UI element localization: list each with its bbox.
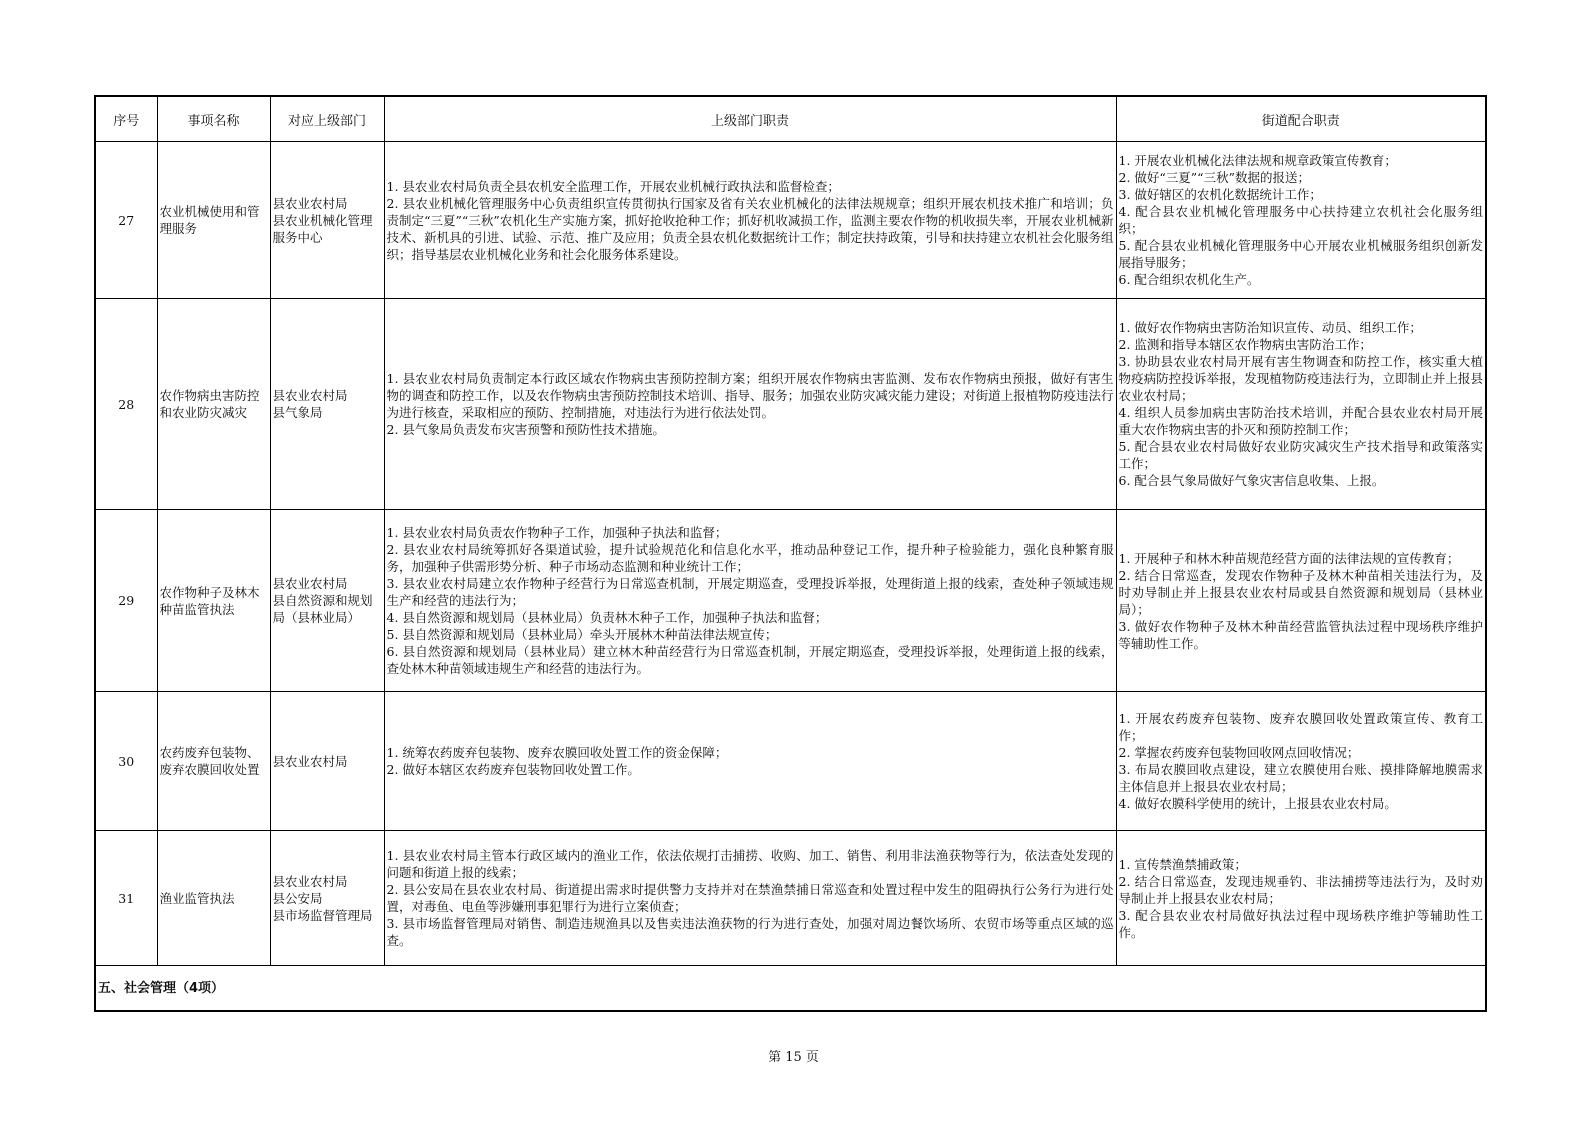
duty-line: 1. 县农业农村局负责农作物种子工作，加强种子执法和监督；: [386, 525, 728, 540]
duty-line: 6. 县自然资源和规划局（县林业局）建立林木种苗经营行为日常巡查机制，开展定期巡查，受理投诉举报，处理街道上报的线索，查处林木种苗领域违规生产和经营的违法行为。: [386, 644, 1114, 676]
item-name: 农药废弃包装物、废弃农膜回收处置: [157, 692, 270, 831]
row-number: 29: [95, 510, 157, 692]
dept-line: 县农业农村局: [272, 388, 348, 403]
dept-line: 县自然资源和规划局（县林业局）: [272, 593, 373, 625]
coop-line: 1. 开展种子和林木种苗规范经营方面的法律法规的宣传教育；: [1118, 550, 1460, 566]
duty-line: 4. 县自然资源和规划局（县林业局）负责林木种子工作，加强种子执法和监督；: [386, 610, 828, 625]
row-number: 28: [95, 299, 157, 510]
page-number: 第 15 页: [768, 1050, 819, 1065]
coop-line: 5. 配合县农业农村局做好农业防灾减灾生产技术指导和政策落实工作；: [1118, 439, 1483, 471]
dept-line: 县农业农村局: [272, 576, 348, 591]
dept-line: 县农业农村局: [272, 195, 348, 211]
coop-line: 2. 做好“三夏”“三秋”数据的报送；: [1118, 170, 1310, 185]
coop-line: 2. 结合日常巡查，发现违规垂钓、非法捕捞等违法行为，及时劝导制止并上报县农业农村局；: [1118, 873, 1483, 906]
duty-line: 1. 县农业农村局负责制定本行政区域农作物病虫害预防控制方案；组织开展农作物病虫害监测、发布农作物病虫预报，做好有害生物的调查和防控工作，以及农作物病虫害预防控制技术培训、指导、服务；加强农业防灾减灾能力建设；对街道上报植物防疫违法行为进行核查，采取相应的预防、控制措施，对违法行为进行依法处罚。: [386, 371, 1114, 420]
row-number: 27: [95, 142, 157, 299]
superior-dept: [270, 299, 384, 510]
coop-line: 4. 配合县农业机械化管理服务中心扶持建立农机社会化服务组织；: [1118, 204, 1483, 236]
section-title: 五、社会管理（4项）: [95, 966, 1486, 1012]
duty-line: 2. 县气象局负责发布灾害预警和预防性技术措施。: [386, 422, 665, 437]
table-row: [95, 692, 1486, 831]
dept-line: 县公安局: [272, 890, 323, 906]
street-coop: [1116, 692, 1486, 831]
coop-line: 2. 掌握农药废弃包装物回收网点回收情况；: [1118, 745, 1360, 760]
superior-duty: [384, 510, 1116, 692]
coop-line: 3. 布局农膜回收点建设，建立农膜使用台账、摸排降解地膜需求主体信息并上报县农业农村局；: [1118, 762, 1483, 794]
street-coop: [1116, 299, 1486, 510]
coop-line: 4. 做好农膜科学使用的统计，上报县农业农村局。: [1118, 796, 1397, 811]
header-street-coop: 街道配合职责: [1116, 96, 1486, 142]
duty-line: 2. 县农业机械化管理服务中心负责组织宣传贯彻执行国家及省有关农业机械化的法律法规规章；组织开展农机技术推广和培训；负责制定“三夏”“三秋”农机化生产实施方案，抓好抢收抢种工作；抓好机收减损工作，监测主要农作物的机收损失率，开展农业机械新技术、新机具的引进、试验、示范、推广及应用；负责全县农机化数据统计工作；制定扶持政策，引导和扶持建立农机社会化服务组织；指导基层农业机械化业务和社会化服务体系建设。: [386, 195, 1114, 262]
superior-duty: [384, 831, 1116, 966]
coop-line: 6. 配合县气象局做好气象灾害信息收集、上报。: [1118, 473, 1385, 488]
table-row: [95, 299, 1486, 510]
header-row: [95, 96, 1486, 142]
coop-line: 2. 结合日常巡查，发现农作物种子及林木种苗相关违法行为，及时劝导制止并上报县农业农村局或县自然资源和规划局（县林业局）；: [1118, 567, 1483, 617]
header-item-name: 事项名称: [157, 96, 270, 142]
dept-line: 县农业农村局: [272, 873, 348, 889]
coop-line: 3. 做好农作物种子及林木种苗经营监管执法过程中现场秩序维护等辅助性工作。: [1118, 618, 1483, 651]
header-superior-dept: 对应上级部门: [270, 96, 384, 142]
superior-dept: [270, 831, 384, 966]
coop-line: 1. 开展农药废弃包装物、废弃农膜回收处置政策宣传、教育工作；: [1118, 711, 1483, 743]
table-row: [95, 831, 1486, 966]
coop-line: 6. 配合组织农机化生产。: [1118, 272, 1260, 287]
dept-line: 县气象局: [272, 405, 323, 420]
duty-line: 3. 县农业农村局建立农作物种子经营行为日常巡查机制，开展定期巡查，受理投诉举报，处理街道上报的线索，查处种子领域违规生产和经营的违法行为；: [386, 576, 1114, 608]
superior-dept: [270, 510, 384, 692]
coop-line: 3. 做好辖区的农机化数据统计工作；: [1118, 187, 1322, 202]
duty-line: 3. 县市场监督管理局对销售、制造违规渔具以及售卖违法渔获物的行为进行查处，加强对周边餐饮场所、农贸市场等重点区域的巡查。: [386, 916, 1114, 948]
duty-line: 1. 县农业农村局主管本行政区域内的渔业工作，依法依规打击捕捞、收购、加工、销售、利用非法渔获物等行为，依法查处发现的问题和街道上报的线索；: [386, 848, 1114, 880]
coop-line: 3. 配合县农业农村局做好执法过程中现场秩序维护等辅助性工作。: [1118, 907, 1483, 940]
item-name: 农作物种子及林木种苗监管执法: [157, 510, 270, 692]
header-no: 序号: [95, 96, 157, 142]
coop-line: 1. 宣传禁渔禁捕政策；: [1118, 856, 1247, 872]
duty-line: 2. 做好本辖区农药废弃包装物回收处置工作。: [386, 762, 640, 777]
coop-line: 2. 监测和指导本辖区农作物病虫害防治工作；: [1118, 337, 1372, 352]
duty-line: 1. 县农业农村局负责全县农机安全监理工作，开展农业机械行政执法和监督检查；: [386, 178, 840, 194]
coop-line: 5. 配合县农业机械化管理服务中心开展农业机械服务组织创新发展指导服务；: [1118, 238, 1483, 270]
coop-line: 1. 做好农作物病虫害防治知识宣传、动员、组织工作；: [1118, 320, 1422, 335]
dept-line: 县农业农村局: [272, 753, 348, 769]
duty-line: 2. 县公安局在县农业农村局、街道提出需求时提供警力支持并对在禁渔禁捕日常巡查和处置过程中发生的阻碍执行公务行为进行处置，对毒鱼、电鱼等涉嫌刑事犯罪行为进行立案侦查；: [386, 882, 1114, 914]
coop-line: 1. 开展农业机械化法律法规和规章政策宣传教育；: [1118, 153, 1397, 168]
superior-duty: [384, 299, 1116, 510]
item-name: 渔业监管执法: [157, 831, 270, 966]
superior-duty: [384, 692, 1116, 831]
coop-line: 3. 协助县农业农村局开展有害生物调查和防控工作，核实重大植物疫病防控投诉举报，发现植物防疫违法行为，立即制止并上报县农业农村局；: [1118, 354, 1483, 403]
duty-table: [94, 95, 1487, 1012]
superior-dept: [270, 692, 384, 831]
duty-line: 1. 统筹农药废弃包装物、废弃农膜回收处置工作的资金保障；: [386, 745, 728, 760]
street-coop: [1116, 831, 1486, 966]
table-row: [95, 510, 1486, 692]
item-name: 农作物病虫害防控和农业防灾减灾: [157, 299, 270, 510]
duty-line: 2. 县农业农村局统筹抓好各渠道试验，提升试验规范化和信息化水平，推动品种登记工作，提升种子检验能力，强化良种繁育服务，加强种子供需形势分析、种子市场动态监测和种业统计工作；: [386, 542, 1114, 574]
section-row: [95, 966, 1486, 1012]
item-name: 农业机械使用和管理服务: [157, 142, 270, 299]
header-superior-duty: 上级部门职责: [384, 96, 1116, 142]
dept-line: 县农业机械化管理服务中心: [272, 212, 373, 245]
superior-duty: [384, 142, 1116, 299]
table-row: [95, 142, 1486, 299]
row-number: 31: [95, 831, 157, 966]
coop-line: 4. 组织人员参加病虫害防治技术培训，并配合县农业农村局开展重大农作物病虫害的扑灭和预防控制工作；: [1118, 405, 1483, 437]
street-coop: [1116, 510, 1486, 692]
row-number: 30: [95, 692, 157, 831]
superior-dept: [270, 142, 384, 299]
dept-line: 县市场监督管理局: [272, 907, 373, 923]
street-coop: [1116, 142, 1486, 299]
duty-line: 5. 县自然资源和规划局（县林业局）牵头开展林木种苗法律法规宣传；: [386, 627, 778, 642]
